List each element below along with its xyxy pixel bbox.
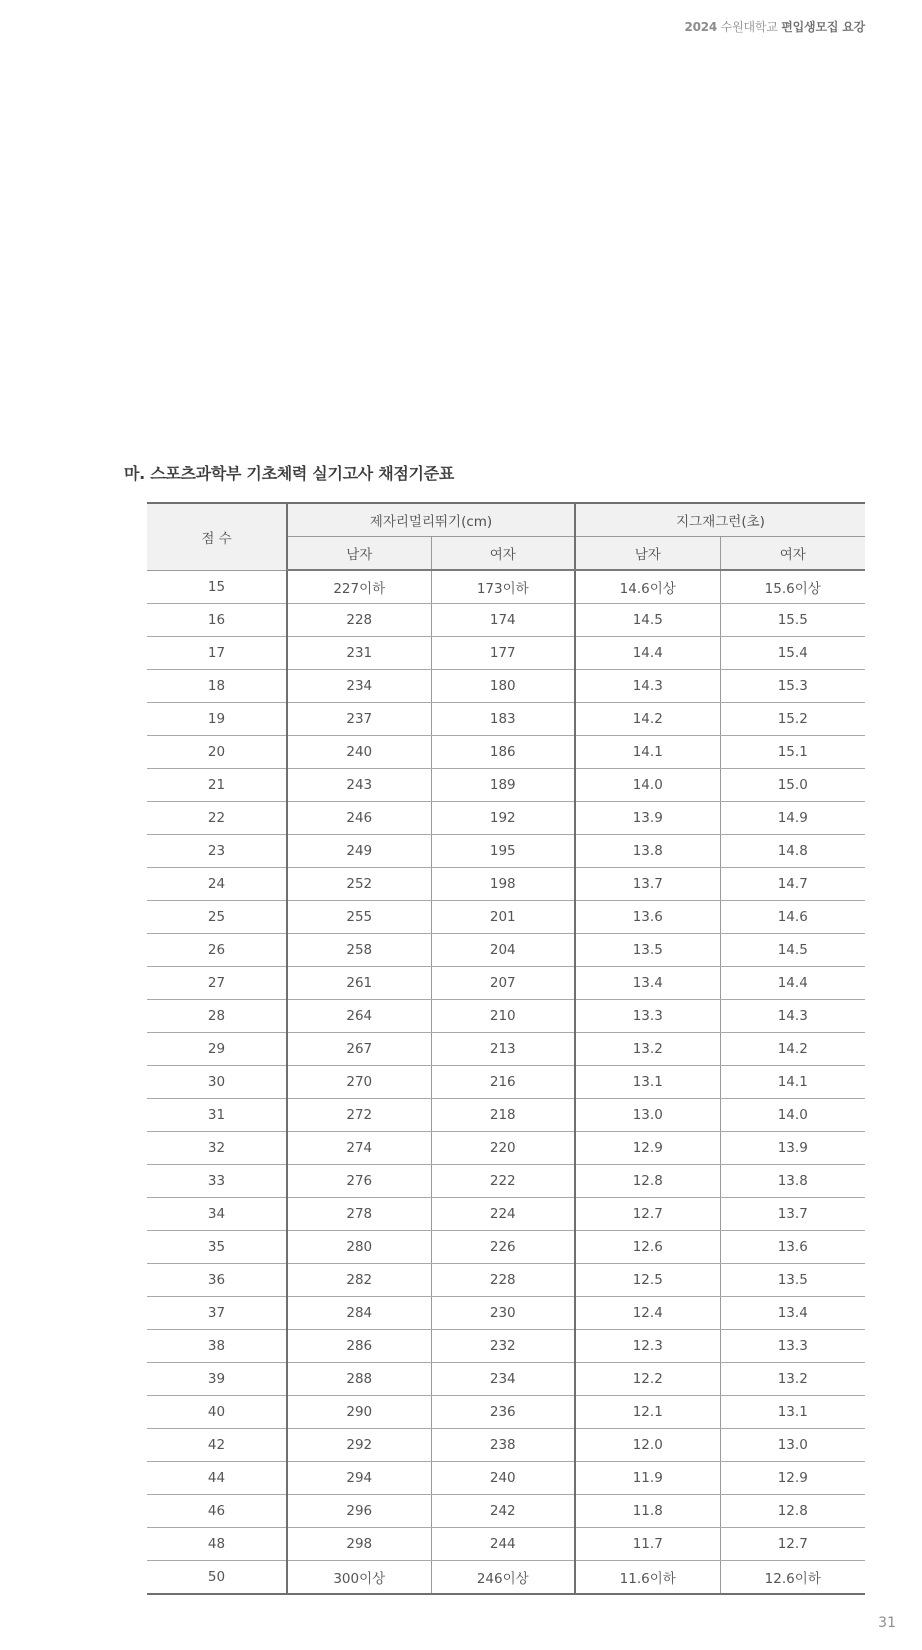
zigzag-male-cell: 14.3	[575, 670, 720, 703]
zigzag-male-cell: 13.4	[575, 967, 720, 1000]
zigzag-female-cell: 15.3	[720, 670, 865, 703]
long-jump-female-cell: 195	[431, 835, 575, 868]
long-jump-male-cell: 249	[287, 835, 431, 868]
table-row	[147, 835, 865, 868]
score-cell: 36	[147, 1264, 287, 1297]
table-row	[147, 967, 865, 1000]
long-jump-male-cell: 292	[287, 1429, 431, 1462]
zigzag-male-cell: 14.4	[575, 637, 720, 670]
zigzag-male-cell: 14.0	[575, 769, 720, 802]
score-cell: 16	[147, 604, 287, 637]
long-jump-male-cell: 246	[287, 802, 431, 835]
score-cell: 17	[147, 637, 287, 670]
zigzag-male-cell: 12.9	[575, 1132, 720, 1165]
zigzag-female-cell: 14.4	[720, 967, 865, 1000]
zigzag-male-cell: 11.6이하	[575, 1561, 720, 1595]
score-cell: 24	[147, 868, 287, 901]
table-body	[147, 570, 865, 1594]
score-cell: 23	[147, 835, 287, 868]
score-cell: 38	[147, 1330, 287, 1363]
long-jump-female-cell: 180	[431, 670, 575, 703]
zigzag-male-cell: 12.8	[575, 1165, 720, 1198]
score-cell: 18	[147, 670, 287, 703]
score-cell: 19	[147, 703, 287, 736]
zigzag-female-cell: 14.0	[720, 1099, 865, 1132]
long-jump-male-cell: 258	[287, 934, 431, 967]
score-cell: 40	[147, 1396, 287, 1429]
long-jump-male-cell: 278	[287, 1198, 431, 1231]
score-cell: 39	[147, 1363, 287, 1396]
zigzag-male-cell: 12.1	[575, 1396, 720, 1429]
score-cell: 28	[147, 1000, 287, 1033]
score-cell: 50	[147, 1561, 287, 1595]
long-jump-female-cell: 186	[431, 736, 575, 769]
table-row	[147, 604, 865, 637]
table-row	[147, 1099, 865, 1132]
zigzag-female-cell: 12.9	[720, 1462, 865, 1495]
zigzag-female-cell: 14.9	[720, 802, 865, 835]
zigzag-male-cell: 13.7	[575, 868, 720, 901]
long-jump-female-header: 여자	[431, 537, 575, 571]
long-jump-male-cell: 228	[287, 604, 431, 637]
long-jump-female-cell: 242	[431, 1495, 575, 1528]
score-cell: 22	[147, 802, 287, 835]
score-cell: 15	[147, 570, 287, 604]
zigzag-female-cell: 14.6	[720, 901, 865, 934]
table-row	[147, 1429, 865, 1462]
score-cell: 26	[147, 934, 287, 967]
table-row	[147, 637, 865, 670]
zigzag-female-cell: 15.6이상	[720, 570, 865, 604]
long-jump-male-cell: 272	[287, 1099, 431, 1132]
table-row	[147, 1033, 865, 1066]
long-jump-female-cell: 230	[431, 1297, 575, 1330]
long-jump-male-cell: 231	[287, 637, 431, 670]
zigzag-male-cell: 12.3	[575, 1330, 720, 1363]
zigzag-female-cell: 12.7	[720, 1528, 865, 1561]
long-jump-female-cell: 207	[431, 967, 575, 1000]
long-jump-male-cell: 284	[287, 1297, 431, 1330]
long-jump-female-cell: 226	[431, 1231, 575, 1264]
zigzag-female-cell: 13.4	[720, 1297, 865, 1330]
running-header	[684, 18, 865, 35]
long-jump-female-cell: 192	[431, 802, 575, 835]
zigzag-female-cell: 14.7	[720, 868, 865, 901]
zigzag-female-cell: 14.2	[720, 1033, 865, 1066]
long-jump-female-cell: 210	[431, 1000, 575, 1033]
zigzag-female-cell: 14.1	[720, 1066, 865, 1099]
long-jump-female-cell: 240	[431, 1462, 575, 1495]
zigzag-male-cell: 13.0	[575, 1099, 720, 1132]
zigzag-run-header: 지그재그런(초)	[575, 503, 865, 537]
zigzag-male-cell: 12.6	[575, 1231, 720, 1264]
score-cell: 27	[147, 967, 287, 1000]
long-jump-male-cell: 282	[287, 1264, 431, 1297]
long-jump-male-cell: 276	[287, 1165, 431, 1198]
long-jump-female-cell: 183	[431, 703, 575, 736]
long-jump-male-cell: 267	[287, 1033, 431, 1066]
long-jump-female-cell: 246이상	[431, 1561, 575, 1595]
long-jump-male-cell: 288	[287, 1363, 431, 1396]
zigzag-male-cell: 14.2	[575, 703, 720, 736]
table-row	[147, 1231, 865, 1264]
zigzag-female-cell: 14.5	[720, 934, 865, 967]
score-cell: 29	[147, 1033, 287, 1066]
score-cell: 25	[147, 901, 287, 934]
long-jump-female-cell: 174	[431, 604, 575, 637]
long-jump-female-cell: 216	[431, 1066, 575, 1099]
table-row	[147, 703, 865, 736]
long-jump-female-cell: 224	[431, 1198, 575, 1231]
long-jump-male-cell: 255	[287, 901, 431, 934]
table-row	[147, 1462, 865, 1495]
table-row	[147, 1528, 865, 1561]
zigzag-male-cell: 12.0	[575, 1429, 720, 1462]
long-jump-female-cell: 218	[431, 1099, 575, 1132]
score-cell: 20	[147, 736, 287, 769]
zigzag-female-cell: 14.8	[720, 835, 865, 868]
score-cell: 46	[147, 1495, 287, 1528]
zigzag-male-cell: 12.5	[575, 1264, 720, 1297]
score-cell: 35	[147, 1231, 287, 1264]
score-header: 점 수	[147, 503, 287, 570]
long-jump-female-cell: 173이하	[431, 570, 575, 604]
long-jump-female-cell: 234	[431, 1363, 575, 1396]
table-row	[147, 1330, 865, 1363]
scoring-table	[147, 502, 865, 1595]
long-jump-female-cell: 244	[431, 1528, 575, 1561]
zigzag-male-cell: 13.2	[575, 1033, 720, 1066]
zigzag-female-cell: 12.6이하	[720, 1561, 865, 1595]
zigzag-female-header: 여자	[720, 537, 865, 571]
score-cell: 33	[147, 1165, 287, 1198]
long-jump-female-cell: 213	[431, 1033, 575, 1066]
zigzag-male-cell: 14.1	[575, 736, 720, 769]
zigzag-female-cell: 15.4	[720, 637, 865, 670]
zigzag-male-cell: 12.7	[575, 1198, 720, 1231]
long-jump-male-cell: 227이하	[287, 570, 431, 604]
long-jump-male-cell: 300이상	[287, 1561, 431, 1595]
long-jump-female-cell: 228	[431, 1264, 575, 1297]
table-row	[147, 1000, 865, 1033]
zigzag-female-cell: 13.0	[720, 1429, 865, 1462]
header-doc-title: 편입생모집 요강	[781, 20, 865, 34]
score-cell: 34	[147, 1198, 287, 1231]
long-jump-header: 제자리멀리뛰기(cm)	[287, 503, 575, 537]
table-row	[147, 570, 865, 604]
long-jump-male-cell: 243	[287, 769, 431, 802]
long-jump-female-cell: 198	[431, 868, 575, 901]
table-row	[147, 1264, 865, 1297]
long-jump-male-header: 남자	[287, 537, 431, 571]
zigzag-male-cell: 13.5	[575, 934, 720, 967]
table-row	[147, 934, 865, 967]
long-jump-male-cell: 261	[287, 967, 431, 1000]
zigzag-male-header: 남자	[575, 537, 720, 571]
zigzag-male-cell: 11.7	[575, 1528, 720, 1561]
zigzag-male-cell: 11.8	[575, 1495, 720, 1528]
long-jump-male-cell: 296	[287, 1495, 431, 1528]
long-jump-male-cell: 298	[287, 1528, 431, 1561]
zigzag-male-cell: 13.8	[575, 835, 720, 868]
table-header-row	[147, 503, 865, 537]
zigzag-female-cell: 13.3	[720, 1330, 865, 1363]
header-year: 2024	[684, 20, 718, 34]
table-row	[147, 868, 865, 901]
score-cell: 48	[147, 1528, 287, 1561]
score-cell: 42	[147, 1429, 287, 1462]
long-jump-female-cell: 222	[431, 1165, 575, 1198]
long-jump-male-cell: 280	[287, 1231, 431, 1264]
long-jump-male-cell: 274	[287, 1132, 431, 1165]
zigzag-female-cell: 12.8	[720, 1495, 865, 1528]
table-row	[147, 1198, 865, 1231]
long-jump-female-cell: 177	[431, 637, 575, 670]
zigzag-female-cell: 15.5	[720, 604, 865, 637]
zigzag-male-cell: 14.6이상	[575, 570, 720, 604]
zigzag-male-cell: 12.4	[575, 1297, 720, 1330]
long-jump-male-cell: 290	[287, 1396, 431, 1429]
zigzag-female-cell: 13.1	[720, 1396, 865, 1429]
long-jump-female-cell: 232	[431, 1330, 575, 1363]
zigzag-female-cell: 13.6	[720, 1231, 865, 1264]
zigzag-female-cell: 13.2	[720, 1363, 865, 1396]
long-jump-female-cell: 236	[431, 1396, 575, 1429]
zigzag-female-cell: 15.0	[720, 769, 865, 802]
table-row	[147, 769, 865, 802]
zigzag-female-cell: 13.7	[720, 1198, 865, 1231]
score-cell: 44	[147, 1462, 287, 1495]
long-jump-male-cell: 237	[287, 703, 431, 736]
long-jump-male-cell: 286	[287, 1330, 431, 1363]
score-cell: 21	[147, 769, 287, 802]
zigzag-male-cell: 13.1	[575, 1066, 720, 1099]
zigzag-female-cell: 15.1	[720, 736, 865, 769]
zigzag-male-cell: 13.3	[575, 1000, 720, 1033]
zigzag-male-cell: 14.5	[575, 604, 720, 637]
zigzag-male-cell: 11.9	[575, 1462, 720, 1495]
zigzag-male-cell: 13.9	[575, 802, 720, 835]
table-row	[147, 1561, 865, 1595]
table-row	[147, 1495, 865, 1528]
zigzag-female-cell: 13.5	[720, 1264, 865, 1297]
zigzag-female-cell: 14.3	[720, 1000, 865, 1033]
page-number: 31	[878, 1615, 896, 1631]
zigzag-female-cell: 15.2	[720, 703, 865, 736]
long-jump-female-cell: 189	[431, 769, 575, 802]
table-row	[147, 802, 865, 835]
table-row	[147, 1363, 865, 1396]
table-row	[147, 670, 865, 703]
long-jump-female-cell: 201	[431, 901, 575, 934]
score-cell: 30	[147, 1066, 287, 1099]
table-row	[147, 1396, 865, 1429]
table-row	[147, 1165, 865, 1198]
header-university: 수원대학교	[720, 20, 778, 34]
long-jump-male-cell: 294	[287, 1462, 431, 1495]
long-jump-male-cell: 252	[287, 868, 431, 901]
table-row	[147, 736, 865, 769]
long-jump-male-cell: 240	[287, 736, 431, 769]
long-jump-male-cell: 270	[287, 1066, 431, 1099]
zigzag-male-cell: 12.2	[575, 1363, 720, 1396]
zigzag-female-cell: 13.9	[720, 1132, 865, 1165]
long-jump-male-cell: 234	[287, 670, 431, 703]
score-cell: 31	[147, 1099, 287, 1132]
long-jump-male-cell: 264	[287, 1000, 431, 1033]
section-title: 마. 스포츠과학부 기초체력 실기고사 채점기준표	[124, 464, 454, 483]
table-row	[147, 1066, 865, 1099]
score-cell: 37	[147, 1297, 287, 1330]
score-cell: 32	[147, 1132, 287, 1165]
table-row	[147, 1132, 865, 1165]
zigzag-female-cell: 13.8	[720, 1165, 865, 1198]
long-jump-female-cell: 220	[431, 1132, 575, 1165]
long-jump-female-cell: 204	[431, 934, 575, 967]
zigzag-male-cell: 13.6	[575, 901, 720, 934]
table-row	[147, 1297, 865, 1330]
table-row	[147, 901, 865, 934]
long-jump-female-cell: 238	[431, 1429, 575, 1462]
